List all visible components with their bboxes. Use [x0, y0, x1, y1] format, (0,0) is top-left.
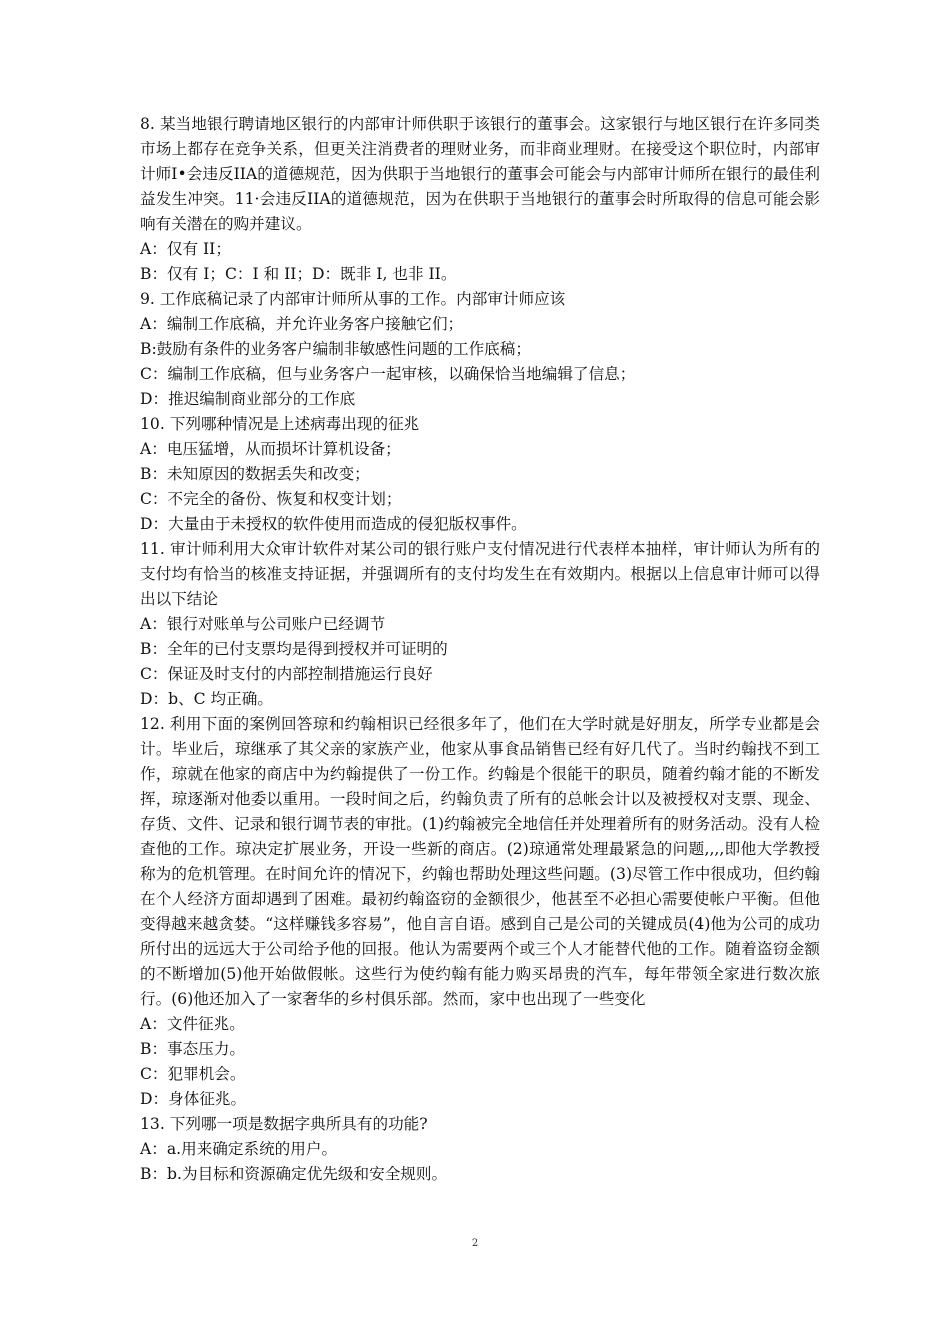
answer-option: B：仅有 I；C：I 和 II；D：既非 I, 也非 II。 — [140, 265, 457, 283]
question-11 — [140, 537, 820, 712]
answer-option: D：身体征兆。 — [140, 1090, 247, 1108]
page-number: 2 — [471, 1238, 479, 1249]
answer-option: D：大量由于未授权的软件使用而造成的侵犯版权事件。 — [140, 515, 527, 533]
question-stem: 11. 审计师利用大众审计软件对某公司的银行账户支付情况进行代表样本抽样，审计师认为所有的支付均有恰当的核准支持证据，并强调所有的支付均发生在有效期内。根据以上信息审计师可以得出以下结论 — [140, 540, 820, 608]
answer-option: A：银行对账单与公司账户已经调节 — [140, 615, 386, 633]
document-body — [140, 112, 820, 1187]
question-stem: 8. 某当地银行聘请地区银行的内部审计师供职于该银行的董事会。这家银行与地区银行在许多同类市场上都存在竞争关系，但更关注消费者的理财业务，而非商业理财。在接受这个职位时，内部审计师Ⅰ•会违反IIA的道德规范，因为供职于当地银行的董事会可能会与内部审计师所在银行的最佳利益发生冲突。11·会违反IIA的道德规范，因为在供职于当地银行的董事会时所取得的信息可能会影响有关潜在的购并建议。 — [140, 115, 820, 233]
answer-option: A：仅有 II； — [140, 240, 231, 258]
answer-option: D：推迟编制商业部分的工作底 — [140, 390, 356, 408]
answer-option: B:鼓励有条件的业务客户编制非敏感性问题的工作底稿； — [140, 340, 531, 358]
question-stem: 13. 下列哪一项是数据字典所具有的功能? — [140, 1115, 428, 1133]
answer-option: C：编制工作底稿，但与业务客户一起审核，以确保恰当地编辑了信息； — [140, 365, 636, 383]
answer-option: C：犯罪机会。 — [140, 1065, 246, 1083]
answer-option: A：电压猛增，从而损坏计算机设备； — [140, 440, 401, 458]
question-13 — [140, 1112, 820, 1187]
answer-option: A：文件征兆。 — [140, 1015, 245, 1033]
answer-option: B：全年的已付支票均是得到授权并可证明的 — [140, 640, 448, 658]
answer-option: C：不完全的备份、恢复和权变计划； — [140, 490, 402, 508]
answer-option: C：保证及时支付的内部控制措施运行良好 — [140, 665, 433, 683]
question-stem: 9. 工作底稿记录了内部审计师所从事的工作。内部审计师应该 — [140, 290, 566, 308]
answer-option: D：b、C 均正确。 — [140, 690, 273, 708]
question-9 — [140, 287, 820, 412]
question-12 — [140, 712, 820, 1112]
answer-option: B：未知原因的数据丢失和改变； — [140, 465, 370, 483]
answer-option: A：编制工作底稿，并允许业务客户接触它们； — [140, 315, 464, 333]
question-stem: 10. 下列哪种情况是上述病毒出现的征兆 — [140, 415, 420, 433]
answer-option: B：事态压力。 — [140, 1040, 246, 1058]
question-10 — [140, 412, 820, 537]
question-8 — [140, 112, 820, 287]
answer-option: B：b.为目标和资源确定优先级和安全规则。 — [140, 1165, 448, 1183]
question-stem: 12. 利用下面的案例回答琼和约翰相识已经很多年了，他们在大学时就是好朋友，所学专业都是会计。毕业后，琼继承了其父亲的家族产业，他家从事食品销售已经有好几代了。当时约翰找不到工作，琼就在他家的商店中为约翰提供了一份工作。约翰是个很能干的职员，随着约翰才能的不断发挥，琼逐渐对他委以重用。一段时间之后，约翰负责了所有的总帐会计以及被授权对支票、现金、存货、文件、记录和银行调节表的审批。(1)约翰被完全地信任并处理着所有的财务活动。没有人检查他的工作。琼决定扩展业务，开设一些新的商店。(2)琼通常处理最紧急的问题,,,,即他大学教授称为的危机管理。在时间允许的情况下，约翰也帮助处理这些问题。(3)尽管工作中很成功，但约翰在个人经济方面却遇到了困难。最初约翰盗窃的金额很少，他甚至不必担心需要使帐户平衡。但他变得越来越贪婪。“这样赚钱多容易”，他自言自语。感到自己是公司的关键成员(4)他为公司的成功所付出的远远大于公司给予他的回报。他认为需要两个或三个人才能替代他的工作。随着盗窃金额的不断增加(5)他开始做假帐。这些行为使约翰有能力购买昂贵的汽车，每年带领全家进行数次旅行。(6)他还加入了一家奢华的乡村俱乐部。然而，家中也出现了一些变化 — [140, 715, 820, 1008]
answer-option: A：a.用来确定系统的用户。 — [140, 1140, 338, 1158]
